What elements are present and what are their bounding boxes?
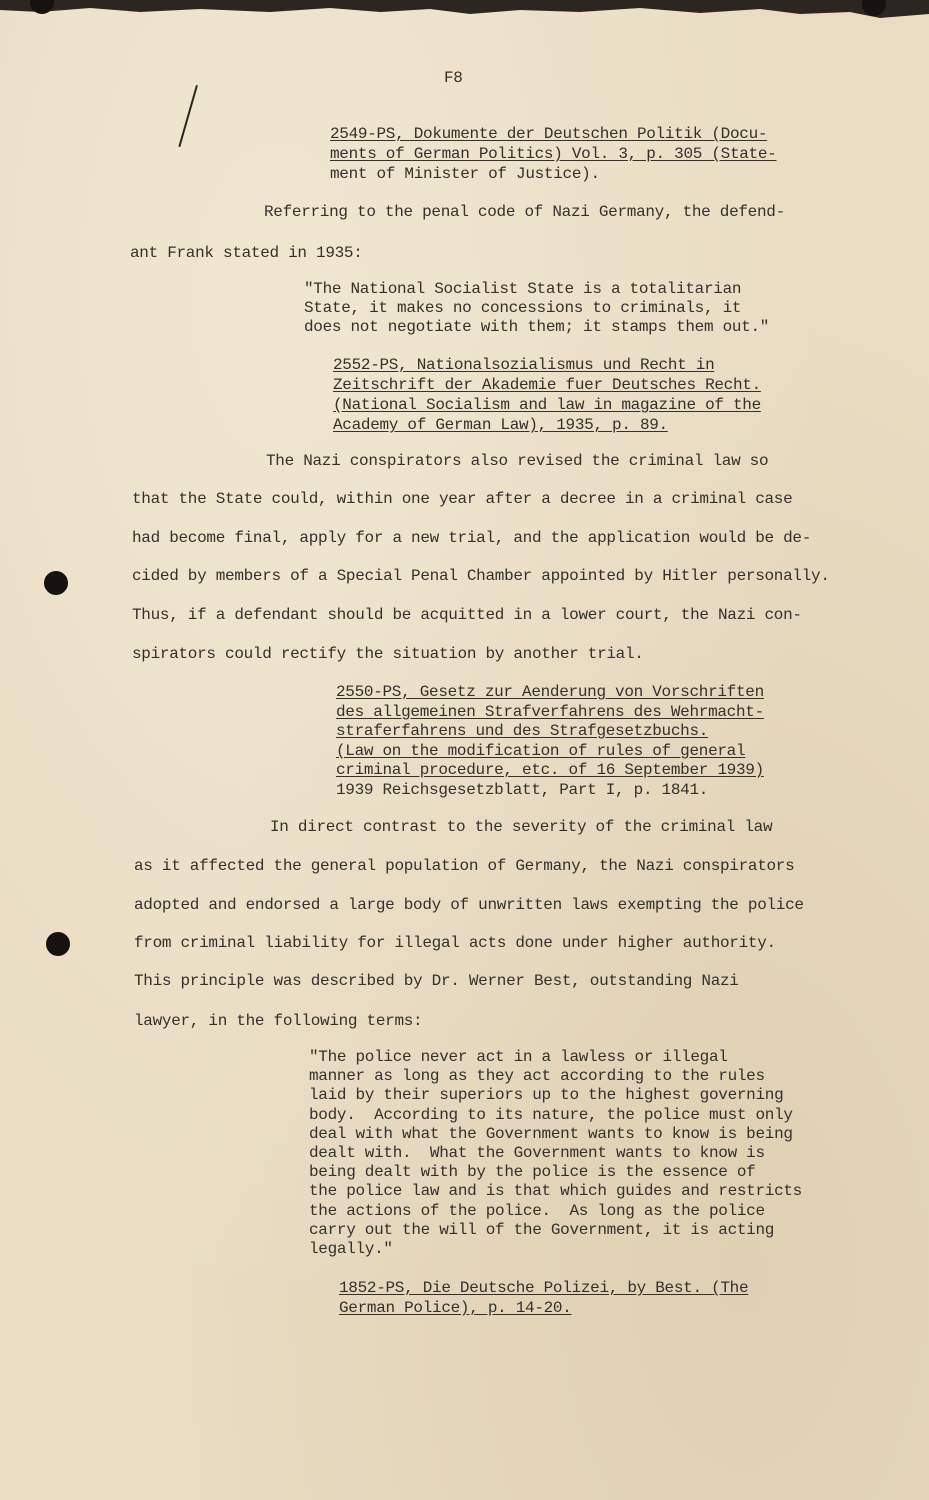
paragraph-3-line-1: In direct contrast to the severity of the criminal law	[270, 818, 773, 836]
quote-frank	[304, 280, 769, 337]
quote-line: legally."	[309, 1240, 393, 1259]
paragraph-3-line-3: adopted and endorsed a large body of unwritten laws exempting the police	[134, 896, 804, 914]
citation-line: criminal procedure, etc. of 16 September 1939)	[336, 761, 764, 779]
binder-hole-left-2	[46, 932, 70, 956]
paragraph-1-line-2: ant Frank stated in 1935:	[130, 244, 363, 262]
citation-line: German Police), p. 14-20.	[339, 1299, 572, 1317]
citation-line: (National Socialism and law in magazine of the	[333, 396, 761, 414]
citation-line: (Law on the modification of rules of general	[336, 741, 746, 760]
citation-line: ment of Minister of Justice).	[330, 165, 600, 183]
quote-line: deal with what the Government wants to know is being	[309, 1124, 793, 1143]
paragraph-1-line-1: Referring to the penal code of Nazi Germany, the defend-	[264, 203, 785, 221]
citation-line: 1939 Reichsgesetzblatt, Part I, p. 1841.	[336, 780, 709, 799]
citation-2550-ps	[336, 683, 764, 800]
quote-line: body. According to its nature, the police must only	[309, 1105, 793, 1124]
citation-line: Academy of German Law), 1935, p. 89.	[333, 416, 668, 434]
citation-line: Zeitschrift der Akademie fuer Deutsches Recht.	[333, 376, 761, 394]
quote-line: State, it makes no concessions to criminals, it	[304, 299, 742, 317]
page-number: F8	[444, 69, 463, 87]
paragraph-3-line-4: from criminal liability for illegal acts done under higher authority.	[134, 934, 776, 952]
citation-2552-ps	[333, 355, 761, 435]
quote-line: "The National Socialist State is a totalitarian	[304, 280, 742, 298]
paragraph-3-line-5: This principle was described by Dr. Werner Best, outstanding Nazi	[134, 972, 739, 990]
citation-line: 2549-PS, Dokumente der Deutschen Politik (Docu-	[330, 125, 768, 143]
quote-line: "The police never act in a lawless or illegal	[309, 1048, 728, 1066]
handwritten-pencil-mark	[178, 85, 198, 147]
paragraph-3-line-2: as it affected the general population of Germany, the Nazi conspirators	[134, 857, 795, 875]
quote-line: manner as long as they act according to the rules	[309, 1067, 765, 1086]
paragraph-2-line-3: had become final, apply for a new trial, and the application would be de-	[132, 529, 812, 547]
citation-1852-ps	[339, 1278, 748, 1318]
paragraph-2-line-4: cided by members of a Special Penal Chamber appointed by Hitler personally.	[132, 567, 830, 585]
quote-line: does not negotiate with them; it stamps them out."	[304, 318, 770, 336]
citation-line: des allgemeinen Strafverfahrens des Wehrmacht-	[336, 702, 764, 721]
quote-line: dealt with. What the Government wants to know is	[309, 1144, 765, 1163]
binder-hole-left-1	[44, 571, 68, 595]
paragraph-2-line-5: Thus, if a defendant should be acquitted in a lower court, the Nazi con-	[132, 606, 802, 624]
torn-top-edge	[0, 0, 929, 30]
paragraph-2-line-6: spirators could rectify the situation by another trial.	[132, 645, 644, 663]
paragraph-3-line-6: lawyer, in the following terms:	[134, 1012, 423, 1030]
quote-line: being dealt with by the police is the essence of	[309, 1163, 756, 1182]
quote-line: the police law and is that which guides and restricts	[309, 1182, 802, 1201]
citation-line: straferfahrens und des Strafgesetzbuchs.	[336, 722, 709, 740]
quote-line: laid by their superiors up to the highest governing	[309, 1086, 784, 1105]
quote-line: carry out the will of the Government, it is acting	[309, 1220, 775, 1239]
citation-line: 2552-PS, Nationalsozialismus und Recht in	[333, 356, 715, 374]
citation-2549-ps	[330, 124, 776, 184]
citation-line: 2550-PS, Gesetz zur Aenderung von Vorschriften	[336, 683, 764, 701]
paragraph-2-line-2: that the State could, within one year after a decree in a criminal case	[132, 490, 793, 508]
citation-line: ments of German Politics) Vol. 3, p. 305 (State-	[330, 145, 777, 163]
paragraph-2-line-1: The Nazi conspirators also revised the criminal law so	[266, 452, 769, 470]
quote-best	[309, 1048, 802, 1259]
quote-line: the actions of the police. As long as the police	[309, 1201, 765, 1220]
citation-line: 1852-PS, Die Deutsche Polizei, by Best. (The	[339, 1279, 749, 1297]
